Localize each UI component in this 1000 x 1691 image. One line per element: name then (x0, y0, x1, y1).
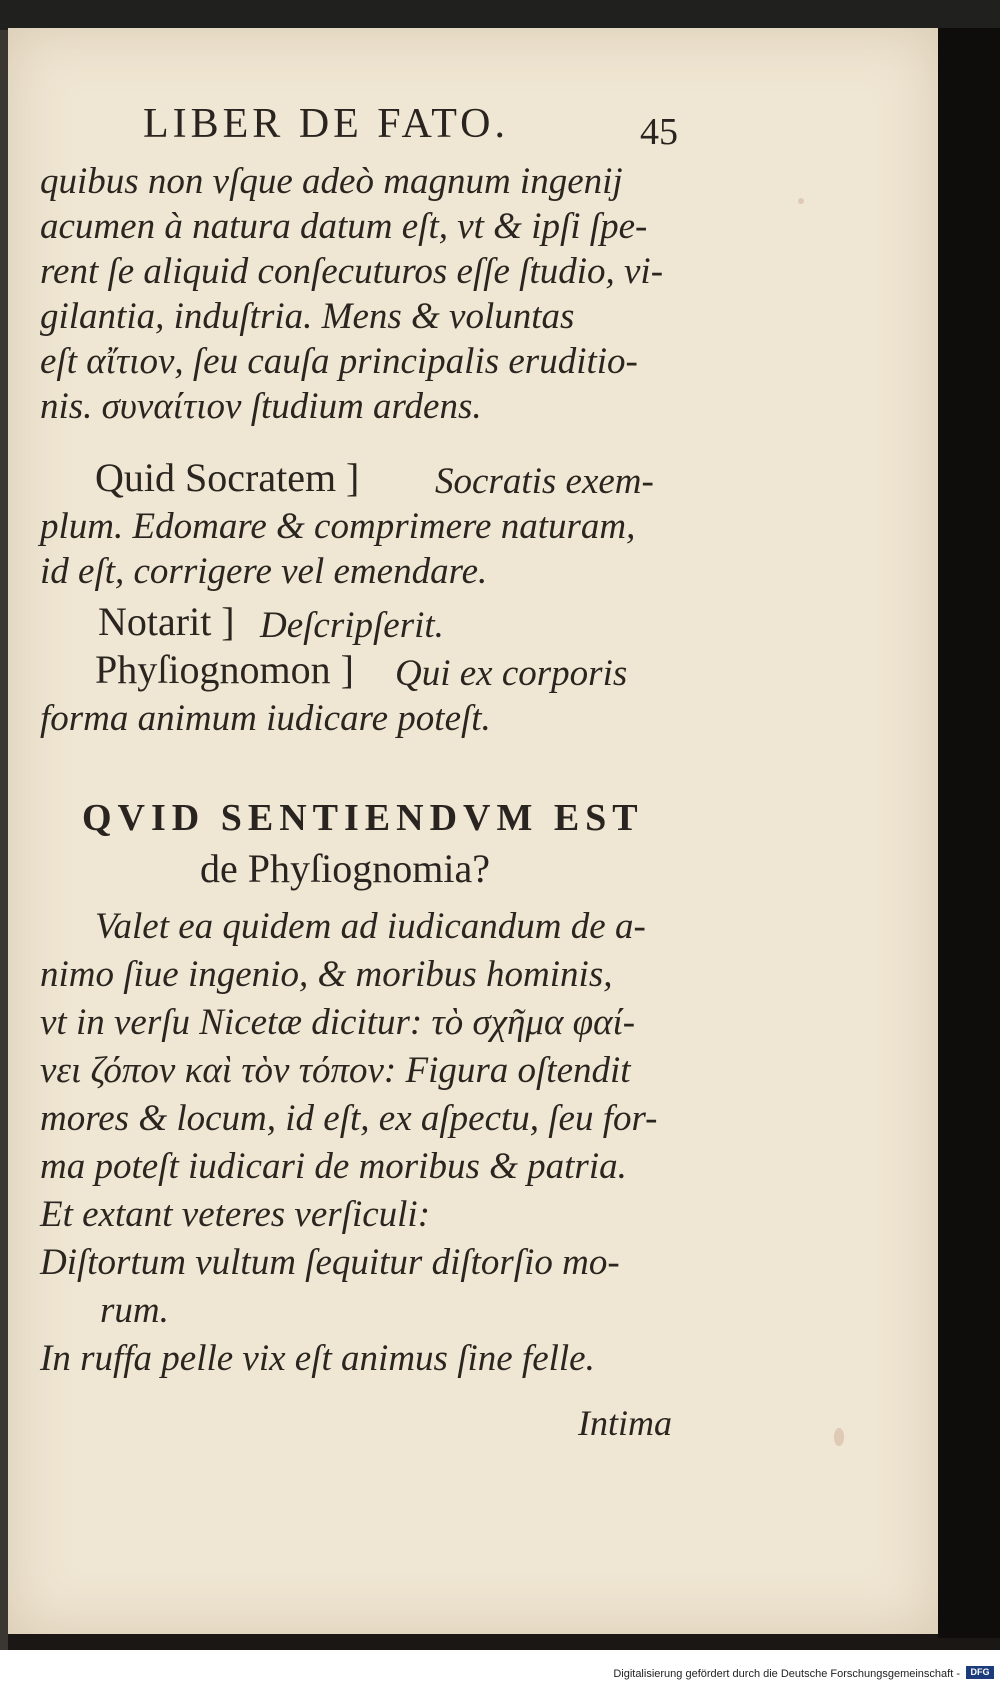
gloss-line: Qui ex corporis (395, 653, 628, 694)
text-line: eſt αἴτιον, ſeu cauſa principalis eruditio- (40, 341, 638, 382)
text-line: acumen à natura datum eſt, vt & ipſi ſpe- (40, 206, 648, 247)
text-line: In ruffa pelle vix eſt animus ſine felle. (40, 1338, 595, 1379)
text-line: Diſtortum vultum ſequitur diſtorſio mo- (40, 1242, 620, 1283)
text-line: rent ſe aliquid conſecuturos eſſe ſtudio, vi- (40, 251, 664, 292)
text-line: ma poteſt iudicari de moribus & patria. (40, 1146, 627, 1187)
gloss-line: Deſcripſerit. (260, 605, 444, 646)
page-number: 45 (640, 111, 678, 153)
lemma-quid-socratem: Quid Socratem ] (95, 455, 360, 500)
section-heading: QVID SENTIENDVM EST (82, 797, 644, 839)
lemma-notarit: Notarit ] (98, 599, 235, 644)
gloss-line: id eſt, corrigere vel emendare. (40, 551, 488, 592)
text-line: Et extant veteres verſiculi: (40, 1194, 431, 1235)
section-subheading: de Phyſiognomia? (200, 846, 490, 891)
text-line: mores & locum, id eſt, ex aſpectu, ſeu for- (40, 1098, 658, 1139)
text-line: νει ζόπον καὶ τὸν τόπον: Figura oſtendit (40, 1050, 631, 1091)
page-stain (798, 198, 804, 204)
text-line: vt in verſu Nicetæ dicitur: τὸ σχῆμα φαί- (40, 1002, 636, 1043)
text-line: Valet ea quidem ad iudicandum de a- (95, 906, 646, 947)
catchword: Intima (578, 1403, 672, 1443)
gloss-line: forma animum iudicare poteſt. (40, 698, 491, 739)
text-line: rum. (100, 1290, 169, 1331)
scan-left-edge (0, 30, 8, 1650)
gloss-line: Socratis exem- (435, 461, 654, 502)
text-line: nis. συναίτιον ſtudium ardens. (40, 386, 482, 427)
text-line: nimo ſiue ingenio, & moribus hominis, (40, 954, 613, 995)
gloss-line: plum. Edomare & comprimere naturam, (40, 506, 636, 547)
dfg-logo-icon: DFG (966, 1666, 994, 1679)
text-block (40, 160, 690, 1420)
text-line: gilantia, induſtria. Mens & voluntas (40, 296, 575, 337)
scan-top-border (0, 0, 1000, 30)
page-stain (834, 1428, 844, 1446)
footer-credit: Digitalisierung gefördert durch die Deutsche Forschungsgemeinschaft - (613, 1668, 960, 1680)
scan-right-edge (938, 28, 1000, 1638)
text-line: quibus non vſque adeò magnum ingenij (40, 161, 623, 202)
running-head: LIBER DE FATO. (143, 101, 509, 147)
lemma-physiognomon: Phyſiognomon ] (95, 647, 354, 692)
